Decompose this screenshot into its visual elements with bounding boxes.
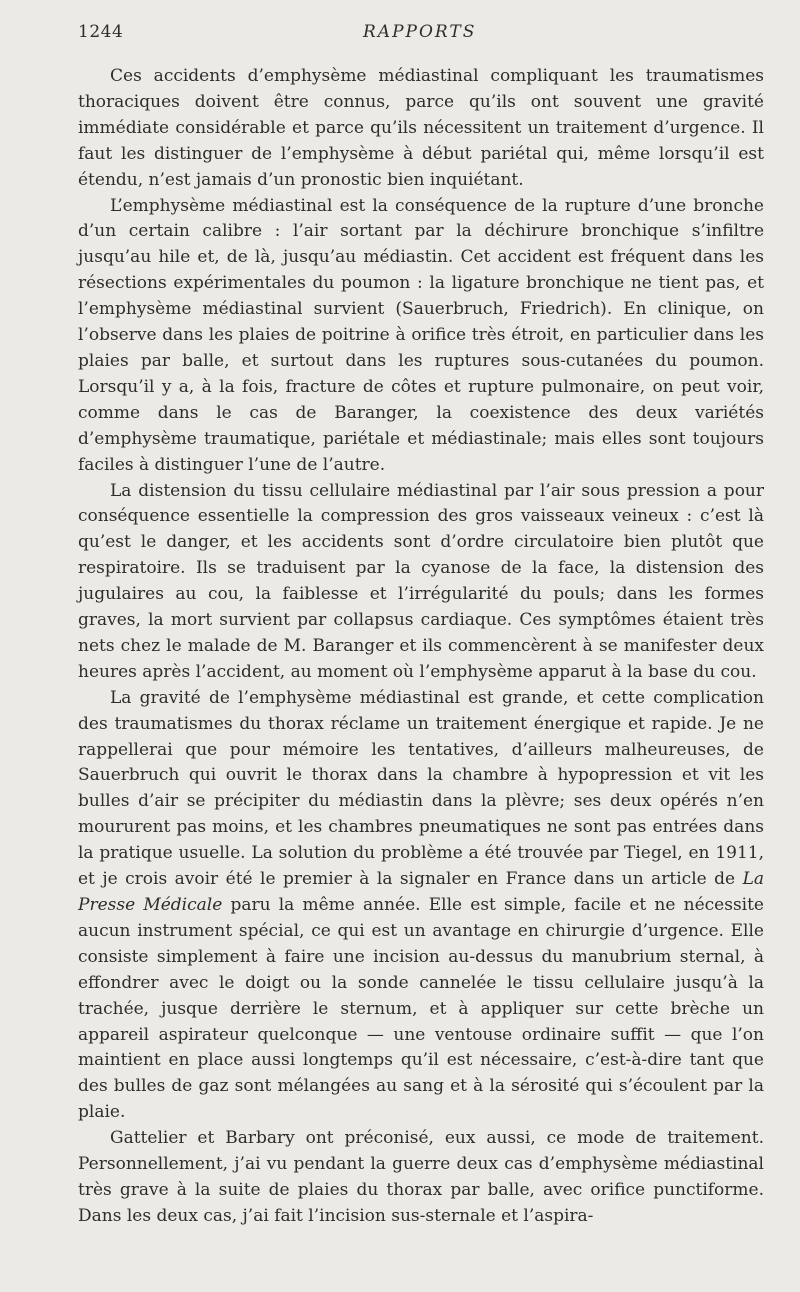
paragraph-3: La distension du tissu cellulaire médiastinal par l’air sous pression a pour conséquence essentielle la compression des gros vaisseaux veineux : c’est là qu’est le danger, et les accidents sont d’ordre circulatoire bien plutôt que respiratoire. Ils se traduisent par la cyanose de la face, la distension des jugulaires au cou, la faiblesse et l’irrégularité du pouls; dans les formes graves, la mort survient par collapsus cardiaque. Ces symptômes étaient très nets chez le malade de M. Baranger et ils commencèrent à se manifester deux heures après l’accident, au moment où l’emphysème apparut à la base du cou.: [78, 480, 764, 682]
page-number: 1244: [78, 22, 124, 42]
paragraph-5: Gattelier et Barbary ont préconisé, eux aussi, ce mode de traitement. Personnellement, j’ai vu pendant la guerre deux cas d’emphysème médiastinal très grave à la suite de plaies du thorax par balle, avec orifice punctiforme. Dans les deux cas, j’ai fait l’incision sus-sternale et l’aspira-: [78, 1128, 764, 1226]
paragraph-1: Ces accidents d’emphysème médiastinal compliquant les traumatismes thoraciques doivent être connus, parce qu’ils ont souvent une gravité immédiate considérable et parce qu’ils nécessitent un traitement d’urgence. Il faut les distinguer de l’emphysème à début pariétal qui, même lorsqu’il est étendu, n’est jamais d’un pronostic bien inquiétant.: [78, 66, 764, 190]
journal-title: La Presse Médicale: [78, 869, 764, 915]
paragraph-4: [78, 686, 764, 1126]
body-text: [78, 64, 764, 1230]
page-header: [78, 22, 760, 46]
running-head: RAPPORTS: [363, 22, 477, 42]
paragraph-4-text-after: paru la même année. Elle est simple, facile et ne nécessite aucun instrument spécial, ce qui est un avantage en chirurgie d’urgence. Elle consiste simplement à faire une incision au-dessus du manubrium sternal, à effondrer avec le doigt ou la sonde cannelée le tissu cellulaire jusqu’à la trachée, jusque derrière le sternum, et à appliquer sur cette brèche un appareil aspirateur quelconque — une ventouse ordinaire suffit — que l’on maintient en place aussi longtemps qu’il est nécessaire, c’est-à-dire tant que des bulles de gaz sont mélangées au sang et à la sérosité qui s’écoulent par la plaie.: [78, 895, 764, 1123]
paragraph-4-text-before: La gravité de l’emphysème médiastinal est grande, et cette complication des traumatismes du thorax réclame un traitement énergique et rapide. Je ne rappellerai que pour mémoire les tentatives, d’ailleurs malheureuses, de Sauerbruch qui ouvrit le thorax dans la chambre à hypopression et vit les bulles d’air se précipiter du médiastin dans la plèvre; ses deux opérés n’en moururent pas moins, et les chambres pneumatiques ne sont pas entrées dans la pratique usuelle. La solution du problème a été trouvée par Tiegel, en 1911, et je crois avoir été le premier à la signaler en France dans un article de: [78, 687, 764, 890]
paragraph-2: L’emphysème médiastinal est la conséquence de la rupture d’une bronche d’un certain calibre : l’air sortant par la déchirure bronchique s’infiltre jusqu’au hile et, de là, jusqu’au médiastin. Cet accident est fréquent dans les résections expérimentales du poumon : la ligature bronchique ne tient pas, et l’emphysème médiastinal survient (Sauerbruch, Friedrich). En clinique, on l’observe dans les plaies de poitrine à orifice très étroit, en particulier dans les plaies par balle, et surtout dans les ruptures sous-cutanées du poumon. Lorsqu’il y a, à la fois, fracture de côtes et rupture pulmonaire, on peut voir, comme dans le cas de Baranger, la coexistence des deux variétés d’emphysème traumatique, pariétale et médiastinale; mais elles sont toujours faciles à distinguer l’une de l’autre.: [78, 195, 764, 475]
